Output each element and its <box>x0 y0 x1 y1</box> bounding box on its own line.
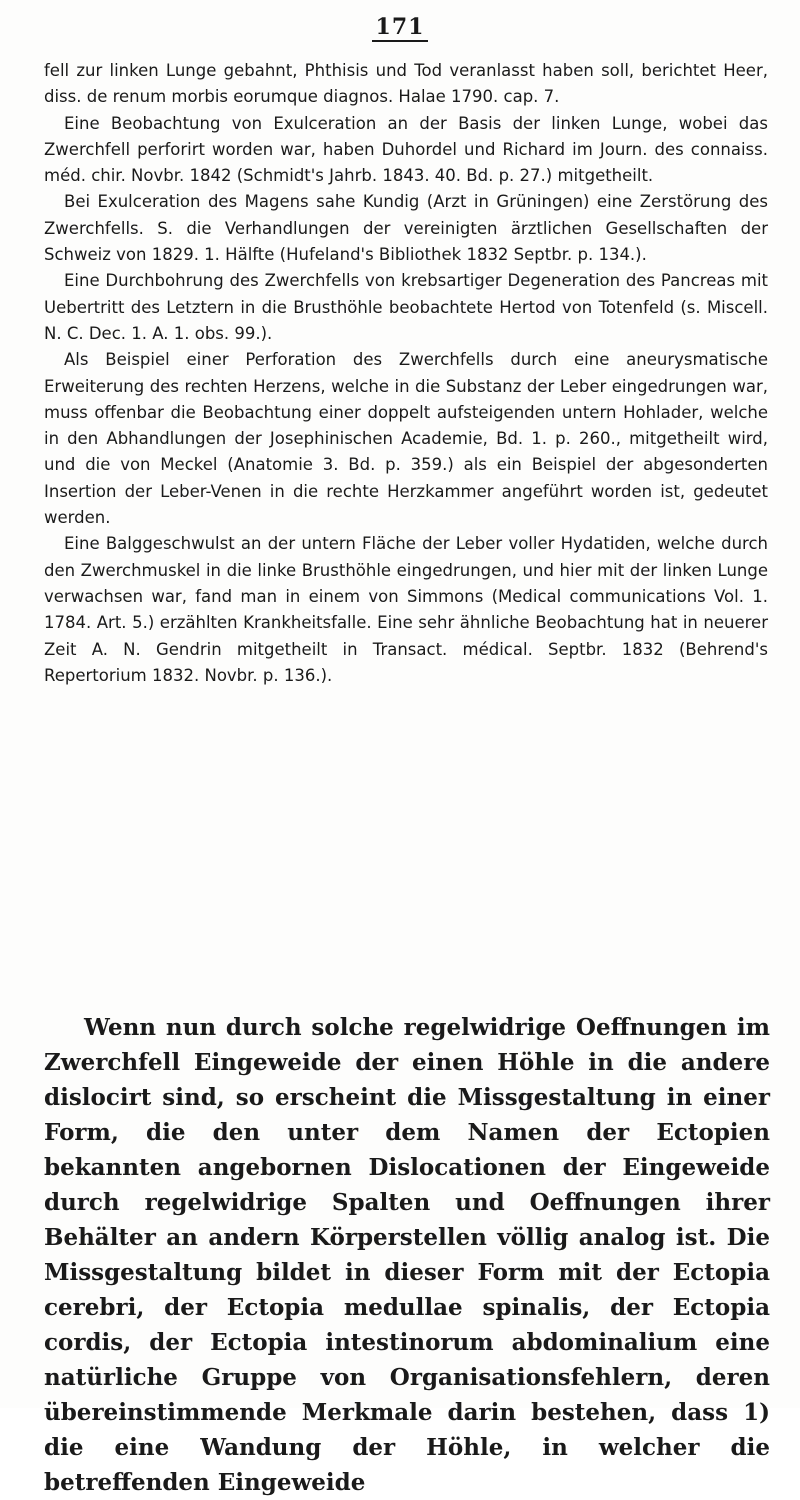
page-number-text: 171 <box>372 14 429 42</box>
paragraph-main: Wenn nun durch solche regelwidrige Oeffnungen im Zwerchfell Eingeweide der einen Höhle in die andere dislocirt sind, so erscheint die Missgestaltung in einer Form, die den unter dem Namen der Ectopien bekannten angebornen Dislocationen der Eingeweide durch regelwidrige Spalten und Oeffnungen ihrer Behälter an andern Körperstellen völlig analog ist. Die Missgestaltung bildet in dieser Form mit der Ectopia cerebri, der Ectopia medullae spinalis, der Ectopia cordis, der Ectopia intestinorum abdominalium eine natürliche Gruppe von Organisationsfehlern, deren übereinstimmende Merkmale darin bestehen, dass 1) die eine Wandung der Höhle, in welcher die betreffenden Eingeweide <box>44 1014 770 1496</box>
page-number <box>0 14 800 40</box>
main-text-block <box>44 1010 770 1500</box>
paragraph-hertod: Eine Durchbohrung des Zwerchfells von krebsartiger Degeneration des Pancreas mit Uebertritt des Letztern in die Brusthöhle beobachtete Hertod von Totenfeld (s. Miscell. N. C. Dec. 1. A. 1. obs. 99.). <box>44 271 768 343</box>
paragraph-kundig: Bei Exulceration des Magens sahe Kundig (Arzt in Grüningen) eine Zerstörung des Zwerchfells. S. die Verhandlungen der vereinigten ärztlichen Gesellschaften der Schweiz von 1829. 1. Hälfte (Hufeland's Bibliothek 1832 Septbr. p. 134.). <box>44 192 768 265</box>
paragraph-duhordel: Eine Beobachtung von Exulceration an der Basis der linken Lunge, wobei das Zwerchfell perforirt worden war, haben Duhordel und Richard im Journ. des connaiss. méd. chir. Novbr. 1842 (Schmidt's Jahrb. 1843. 40. Bd. p. 27.) mitgetheilt. <box>44 113 768 186</box>
paragraph-perforation: Als Beispiel einer Perforation des Zwerchfells durch eine aneurysmatische Erweiterung des rechten Herzens, welche in die Substanz der Leber eingedrungen war, muss offenbar die Beobachtung einer doppelt aufsteigenden untern Hohlader, welche in den Abhandlungen der Josephinischen Academie, Bd. 1. p. 260., mitgetheilt wird, und die von Meckel (Anatomie 3. Bd. p. 359.) als ein Beispiel der abgesonderten Insertion der Leber-Venen in die rechte Herzkammer angeführt worden ist, gedeutet werden. <box>44 350 768 528</box>
paragraph-heer: fell zur linken Lunge gebahnt, Phthisis und Tod veranlasst haben soll, berichtet Heer, diss. de renum morbis eorumque diagnos. Halae 1790. cap. 7. <box>44 61 768 107</box>
paragraph-simmons: Eine Balggeschwulst an der untern Fläche der Leber voller Hydatiden, welche durch den Zwerchmuskel in die linke Brusthöhle eingedrungen, und hier mit der linken Lunge verwachsen war, fand man in einem von Simmons (Medical communications Vol. 1. 1784. Art. 5.) erzählten Krankheitsfalle. Eine sehr ähnliche Beobachtung hat in neuerer Zeit A. N. Gendrin mitgetheilt in Transact. médical. Septbr. 1832 (Behrend's Repertorium 1832. Novbr. p. 136.). <box>44 534 768 685</box>
footnote-block <box>44 58 768 689</box>
